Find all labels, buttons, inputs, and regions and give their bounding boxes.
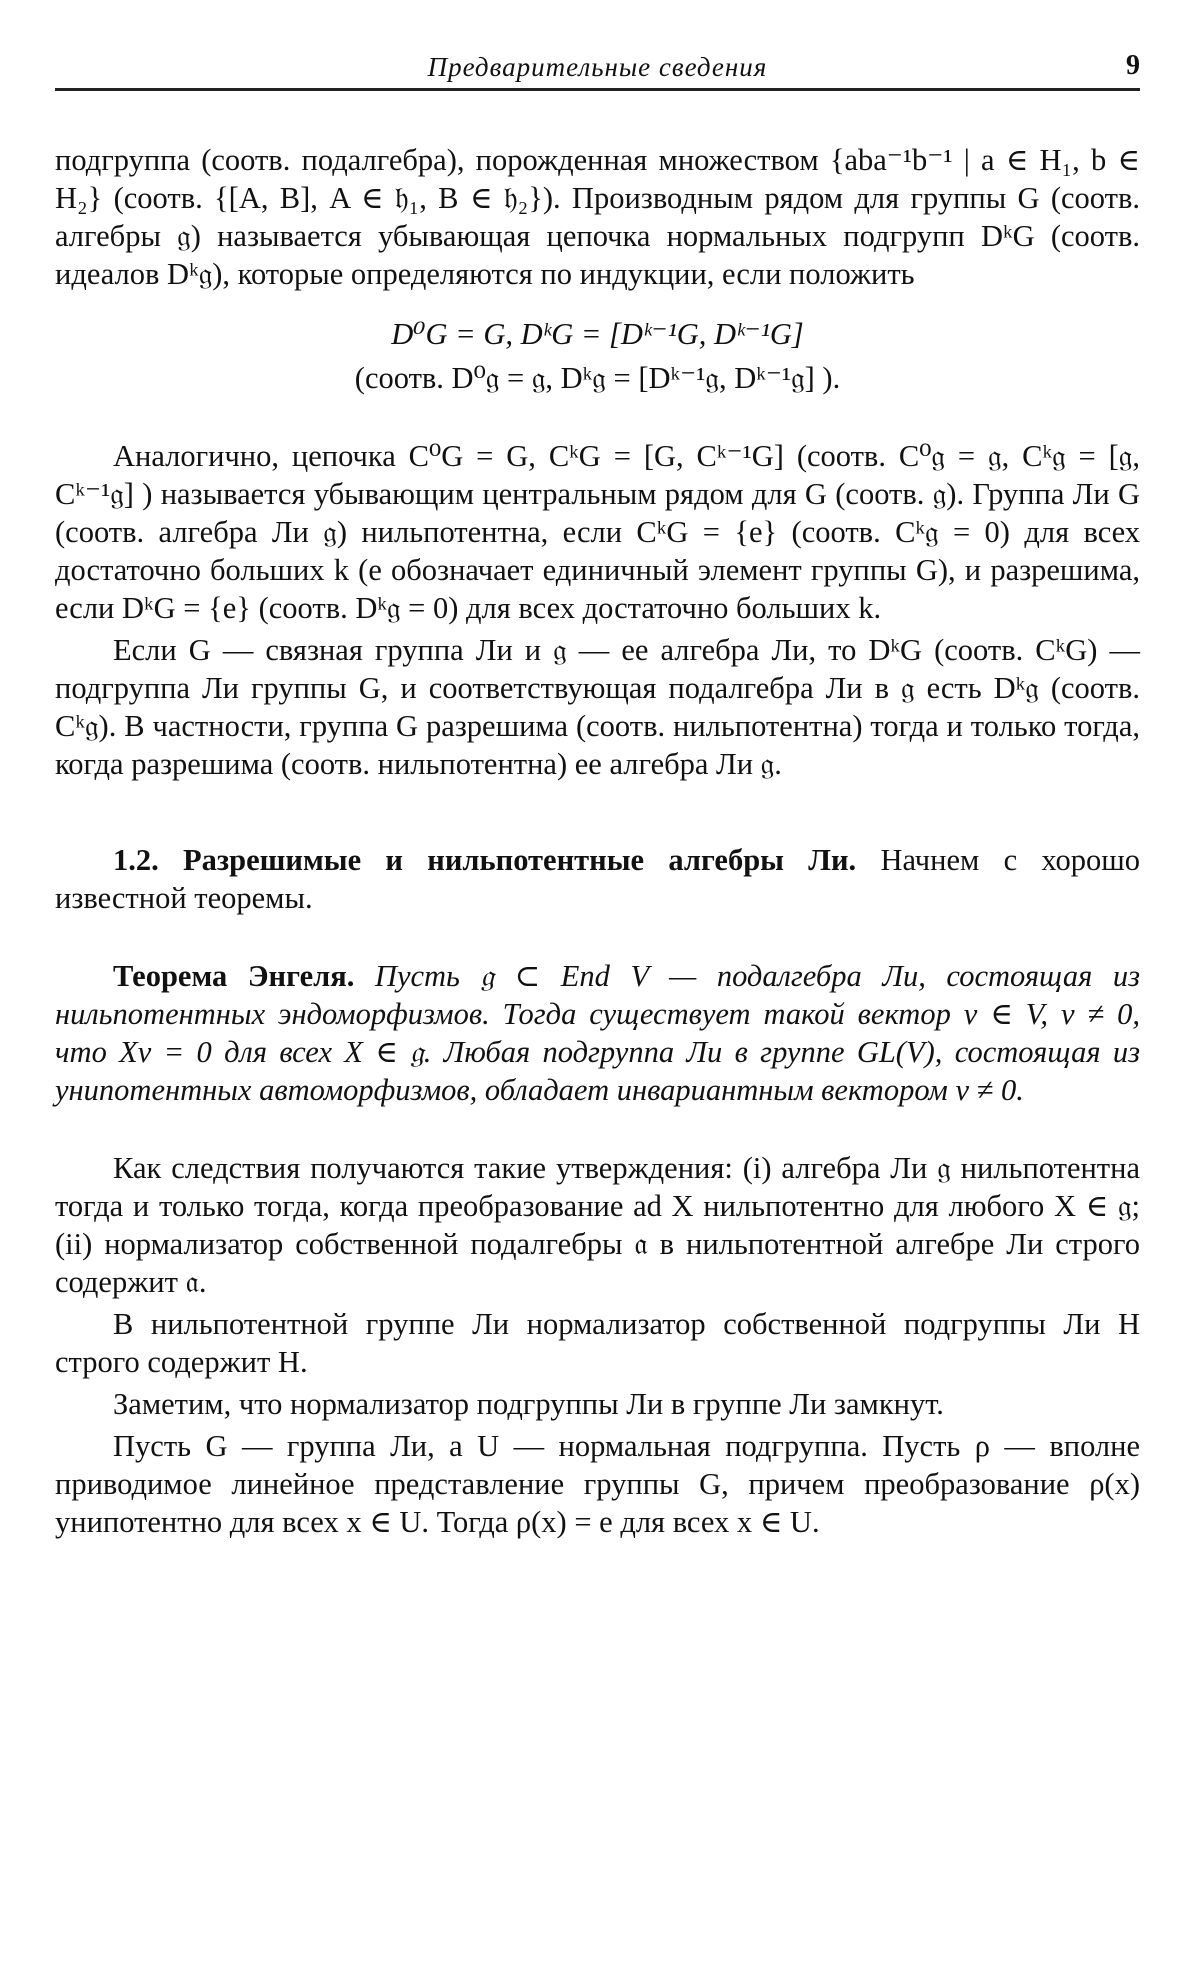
section-1-2 <box>55 841 1140 917</box>
theorem-statement: Пусть 𝔤 ⊂ End V — подалгебра Ли, состоящая из нильпотентных эндоморфизмов. Тогда существует такой вектор v ∈ V, v ≠ 0, что Xv = 0 для всех X ∈ 𝔤. Любая подгруппа Ли в группе GL(V), состоящая из унипотентных автоморфизмов, обладает инвариантным вектором v ≠ 0. <box>55 959 1140 1107</box>
paragraph-central-series: Аналогично, цепочка C⁰G = G, CᵏG = [G, Cᵏ⁻¹G] (соотв. C⁰𝔤 = 𝔤, Cᵏ𝔤 = [𝔤, Cᵏ⁻¹𝔤] ) называется убывающим центральным рядом для G (соотв. 𝔤). Группа Ли G (соотв. алгебра Ли 𝔤) нильпотентна, если CᵏG = {e} (соотв. Cᵏ𝔤 = 0) для всех достаточно больших k (e обозначает единичный элемент группы G), и разрешима, если DᵏG = {e} (соотв. Dᵏ𝔤 = 0) для всех достаточно больших k. <box>55 439 1140 625</box>
theorem-engel <box>55 957 1140 1109</box>
paragraph-connected-group: Если G — связная группа Ли и 𝔤 — ее алгебра Ли, то DᵏG (соотв. CᵏG) — подгруппа Ли группы G, и соответствующая подалгебра Ли в 𝔤 есть Dᵏ𝔤 (соотв. Cᵏ𝔤). В частности, группа G разрешима (соотв. нильпотентна) тогда и только тогда, когда разрешима (соотв. нильпотентна) ее алгебра Ли 𝔤. <box>55 633 1140 781</box>
running-header <box>55 40 1140 91</box>
theorem-heading: Теорема Энгеля. <box>113 959 355 993</box>
section-intro: Начнем с хорошо известной теоремы. <box>55 843 1140 915</box>
book-page <box>55 40 1140 1541</box>
formula-derived-series: D⁰G = G, DᵏG = [Dᵏ⁻¹G, Dᵏ⁻¹G] <box>391 317 804 351</box>
paragraph-normalizer: В нильпотентной группе Ли нормализатор собственной подгруппы Ли H строго содержит H. <box>55 1307 1140 1379</box>
paragraph-derived-series: подгруппа (соотв. подалгебра), порожденная множеством {aba⁻¹b⁻¹ | a ∈ H₁, b ∈ H₂} (соотв. {[A, B], A ∈ 𝔥₁, B ∈ 𝔥₂}). Производным рядом для группы G (соотв. алгебры 𝔤) называется убывающая цепочка нормальных подгрупп DᵏG (соотв. идеалов Dᵏ𝔤), которые определяются по индукции, если положить <box>55 143 1140 291</box>
paragraph-corollaries: Как следствия получаются такие утверждения: (i) алгебра Ли 𝔤 нильпотентна тогда и только тогда, когда преобразование ad X нильпотентно для любого X ∈ 𝔤; (ii) нормализатор собственной подалгебры 𝔞 в нильпотентной алгебре Ли строго содержит 𝔞. <box>55 1151 1140 1299</box>
section-heading: 1.2. Разрешимые и нильпотентные алгебры Ли. <box>113 843 857 877</box>
paragraph-closed: Заметим, что нормализатор подгруппы Ли в группе Ли замкнут. <box>113 1387 944 1421</box>
header-title: Предварительные сведения <box>427 52 768 82</box>
page-body <box>55 141 1140 1541</box>
formula-derived-series-algebra: (соотв. D⁰𝔤 = 𝔤, Dᵏ𝔤 = [Dᵏ⁻¹𝔤, Dᵏ⁻¹𝔤] ). <box>354 361 841 395</box>
paragraph-representation: Пусть G — группа Ли, а U — нормальная подгруппа. Пусть ρ — вполне приводимое линейное представление группы G, причем преобразование ρ(x) унипотентно для всех x ∈ U. Тогда ρ(x) = e для всех x ∈ U. <box>55 1429 1140 1539</box>
page-number: 9 <box>1126 50 1140 81</box>
